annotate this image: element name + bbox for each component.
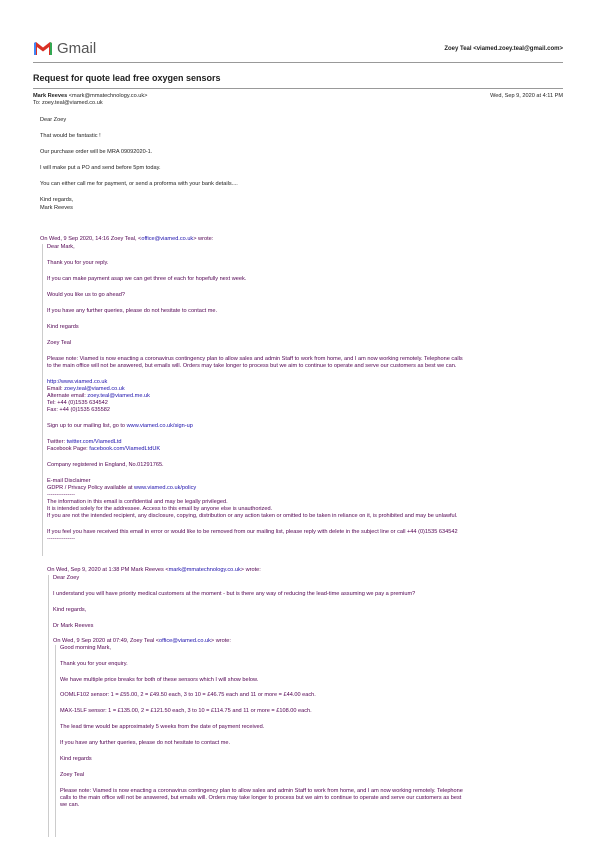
quote-notice: calls to the main office will not be answered, but emails will. Orders may take longer to process but we aim to continue to operate and serve our customers as best bbox=[60, 795, 462, 801]
quote-line: Zoey Teal bbox=[60, 772, 85, 778]
website-link[interactable]: http://www.viamed.co.uk bbox=[47, 379, 108, 385]
facebook-line: Facebook Page: facebook.com/ViamedLtdUK bbox=[47, 446, 161, 452]
sender-email: <mark@mmatechnology.co.uk> bbox=[68, 93, 148, 99]
quote-line: The lead time would be approximately 5 weeks from the date of payment received. bbox=[60, 724, 265, 730]
quote-line: Kind regards bbox=[47, 324, 79, 330]
company-line: Company registered in England, No.01291765. bbox=[47, 462, 164, 468]
body-signature: Mark Reeves bbox=[40, 205, 73, 211]
fax-line: Fax: +44 (0)1535 635582 bbox=[47, 407, 110, 413]
confidential-line: If you are not the intended recipient, any disclosure, copying, distribution or any action taken or omitted to be taken in reliance on it, is prohibited and may be unlawful. bbox=[47, 513, 458, 519]
quote-line: Kind regards, bbox=[53, 607, 87, 613]
body-line: Our purchase order will be MRA 09092020-1. bbox=[40, 149, 153, 155]
quote-email-link[interactable]: office@viamed.co.uk bbox=[159, 638, 211, 644]
tel-line: Tel: +44 (0)1535 634542 bbox=[47, 400, 108, 406]
body-greeting: Dear Zoey bbox=[40, 117, 67, 123]
quote-attribution: On Wed, 9 Sep 2020, 14:16 Zoey Teal, <office@viamed.co.uk> wrote: bbox=[40, 236, 214, 242]
gdpr-link[interactable]: www.viamed.co.uk/policy bbox=[134, 485, 197, 491]
quote-line: Good morning Mark, bbox=[60, 645, 111, 651]
alt-email-contact: Alternate email: zoey.teal@viamed.me.uk bbox=[47, 393, 150, 399]
quote-attribution: On Wed, Sep 9, 2020 at 1:38 PM Mark Reeves <mark@mmatechnology.co.uk> wrote: bbox=[47, 567, 261, 573]
quote-line: Dr Mark Reeves bbox=[53, 623, 94, 629]
quote-line: Dear Zoey bbox=[53, 575, 80, 581]
gmail-m-icon bbox=[33, 41, 53, 56]
confidential-line: If you feel you have received this email in error or would like to be removed from our mailing list, please reply with delete in the subject line or call +44 (0)1535 634542 bbox=[47, 529, 458, 535]
quote-notice: Please note: Viamed is now enacting a coronavirus contingency plan to allow sales and admin Staff to work from home, and I am now working remotely. Telephone calls bbox=[47, 356, 463, 362]
quote-bar bbox=[48, 575, 49, 837]
alt-email-link[interactable]: zoey.teal@viamed.me.uk bbox=[87, 393, 150, 399]
email-date: Wed, Sep 9, 2020 at 4:11 PM bbox=[490, 93, 563, 99]
quote-bar bbox=[55, 645, 56, 837]
separator-dashes: --------------- bbox=[47, 492, 75, 498]
email-subject: Request for quote lead free oxygen sensors bbox=[33, 73, 221, 83]
quote-notice: to the main office will not be answered, but emails will. Orders may take longer to process but we aim to continue to operate and serve our customers as best we can. bbox=[47, 363, 457, 369]
price-line: OOMLF102 sensor: 1 = £55.00, 2 = £49.50 each, 3 to 10 = £46.75 each and 11 or more = £44.00 each. bbox=[60, 692, 316, 698]
gmail-wordmark: Gmail bbox=[57, 40, 97, 57]
quote-line: If you have any further queries, please do not hesitate to contact me. bbox=[47, 308, 218, 314]
quote-line: Dear Mark, bbox=[47, 244, 75, 250]
email-contact: Email: zoey.teal@viamed.co.uk bbox=[47, 386, 125, 392]
body-line: That would be fantastic ! bbox=[40, 133, 101, 139]
quote-email-link[interactable]: mark@mmatechnology.co.uk bbox=[168, 567, 241, 573]
gmail-logo bbox=[33, 40, 96, 57]
signup-link[interactable]: www.viamed.co.uk/sign-up bbox=[126, 423, 193, 429]
quote-attribution: On Wed, 9 Sep 2020 at 07:49, Zoey Teal <office@viamed.co.uk> wrote: bbox=[53, 638, 231, 644]
quote-line: I understand you will have priority medical customers at the moment - but is there any way of reducing the lead-time assuming we pay a premium? bbox=[53, 591, 416, 597]
confidential-line: The information in this email is confidential and may be legally privileged. bbox=[47, 499, 228, 505]
signup-line: Sign up to our mailing list, go to www.viamed.co.uk/sign-up bbox=[47, 423, 193, 429]
separator-dashes: --------------- bbox=[47, 536, 75, 542]
quote-line: Zoey Teal bbox=[47, 340, 72, 346]
quote-line: Would you like us to go ahead? bbox=[47, 292, 125, 298]
sender-name: Mark Reeves bbox=[33, 93, 68, 99]
confidential-line: It is intended solely for the addressee. Access to this email by anyone else is unauthorized. bbox=[47, 506, 273, 512]
quote-email-link[interactable]: office@viamed.co.uk bbox=[141, 236, 194, 242]
subject-divider bbox=[33, 88, 563, 89]
header-divider bbox=[33, 62, 563, 63]
quote-notice: we can. bbox=[60, 802, 80, 808]
contact-email-link[interactable]: zoey.teal@viamed.co.uk bbox=[64, 386, 125, 392]
recipient-line: To: zoey.teal@viamed.co.uk bbox=[33, 100, 103, 106]
price-line: MAX-15LF sensor: 1 = £135.00, 2 = £121.50 each, 3 to 10 = £114.75 and 11 or more = £108.00 each. bbox=[60, 708, 312, 714]
account-identity: Zoey Teal <viamed.zoey.teal@gmail.com> bbox=[444, 46, 563, 52]
quote-line: If you can make payment asap we can get three of each for hopefully next week. bbox=[47, 276, 247, 282]
sender-line bbox=[33, 93, 147, 99]
quote-line: Thank you for your reply. bbox=[47, 260, 109, 266]
quote-line: We have multiple price breaks for both of these sensors which I will show below. bbox=[60, 677, 259, 683]
quote-line: If you have any further queries, please do not hesitate to contact me. bbox=[60, 740, 231, 746]
facebook-link[interactable]: facebook.com/ViamedLtdUK bbox=[89, 446, 161, 452]
quote-bar bbox=[42, 244, 43, 556]
quote-notice: Please note: Viamed is now enacting a coronavirus contingency plan to allow sales and admin Staff to work from home, and I am now working remotely. Telephone bbox=[60, 788, 463, 794]
twitter-line: Twitter: twitter.com/ViamedLtd bbox=[47, 439, 122, 445]
body-signoff: Kind regards, bbox=[40, 197, 74, 203]
disclaimer-heading: E-mail Disclaimer bbox=[47, 478, 91, 484]
quote-line: Thank you for your enquiry. bbox=[60, 661, 128, 667]
quote-line: Kind regards bbox=[60, 756, 92, 762]
gdpr-line: GDPR / Privacy Policy available at www.viamed.co.uk/policy bbox=[47, 485, 197, 491]
body-line: You can either call me for payment, or send a proforma with your bank details.... bbox=[40, 181, 238, 187]
body-line: I will make put a PO and send before 5pm today. bbox=[40, 165, 161, 171]
twitter-link[interactable]: twitter.com/ViamedLtd bbox=[66, 439, 122, 445]
